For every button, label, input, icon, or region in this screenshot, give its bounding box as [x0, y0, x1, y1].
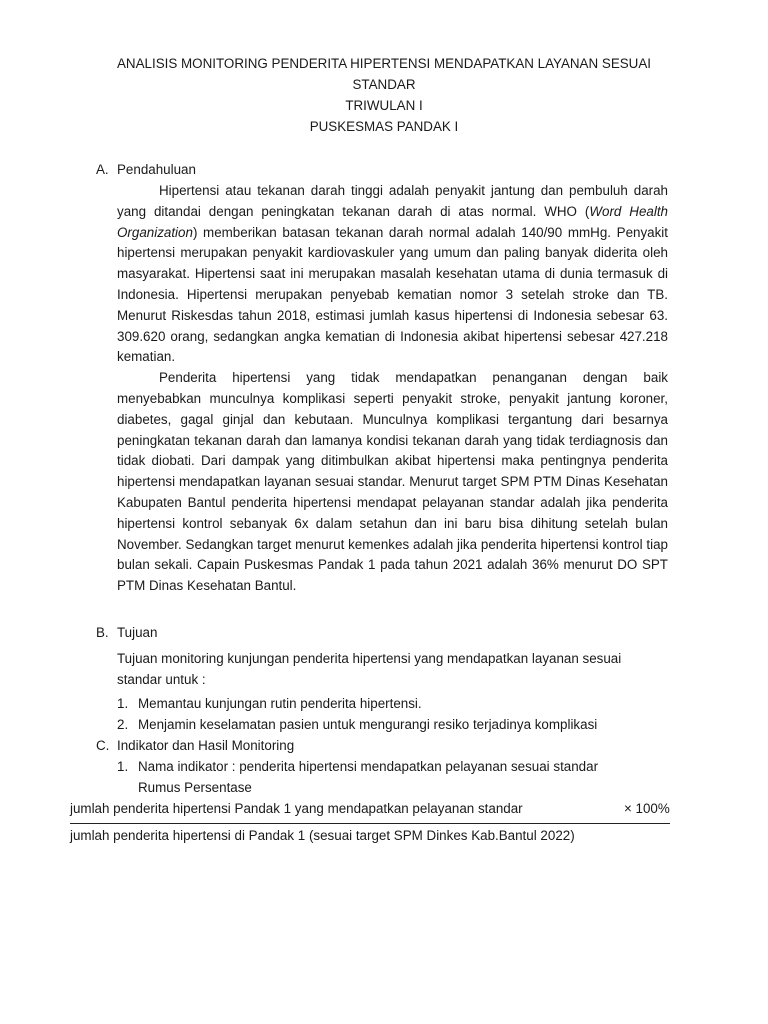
title-line-3: TRIWULAN I	[345, 98, 423, 113]
p1-text-end: ) memberikan batasan tekanan darah normal adalah 140/90 mmHg. Penyakit hipertensi merupakan penyakit kardiovaskuler yang umum dan paling banyak diderita oleh masyarakat. Hipertensi saat ini merupakan masalah kesehatan utama di dunia termasuk di Indonesia. Hipertensi merupakan penyebab kematian nomor 3 setelah stroke dan TB. Menurut Riskesdas tahun 2018, estimasi jumlah kasus hipertensi di Indonesia sebesar 63. 309.620 orang, sedangkan angka kematian di Indonesia akibat hipertensi sebesar 427.218 kematian.	[117, 224, 668, 365]
document-title	[60, 53, 708, 137]
formula-numerator: jumlah penderita hipertensi Pandak 1 yang mendapatkan pelayanan standar	[70, 801, 523, 816]
title-line-4: PUSKESMAS PANDAK I	[309, 119, 459, 134]
formula-label: Rumus Persentase	[138, 780, 252, 795]
list-item	[117, 715, 597, 735]
list-item-number: 2.	[117, 717, 129, 732]
section-b-heading	[96, 623, 157, 643]
formula-multiplier: × 100%	[624, 801, 670, 816]
section-c-title: Indikator dan Hasil Monitoring	[117, 738, 295, 753]
list-item-text: Memantau kunjungan rutin penderita hipertensi.	[138, 696, 422, 711]
section-b-label: B.	[96, 625, 109, 640]
list-item-text: Menjamin keselamatan pasien untuk mengurangi resiko terjadinya komplikasi	[138, 717, 598, 732]
section-a-label: A.	[96, 162, 109, 177]
list-item	[117, 757, 598, 777]
section-c-heading	[96, 736, 294, 756]
fraction-bar	[70, 823, 670, 824]
list-item-text: Nama indikator : penderita hipertensi mendapatkan pelayanan sesuai standar	[138, 759, 599, 774]
list-item-number: 1.	[117, 696, 129, 711]
intro-paragraph-2: Penderita hipertensi yang tidak mendapatkan penanganan dengan baik menyebabkan munculnya komplikasi seperti penyakit stroke, penyakit jantung koroner, diabetes, gagal ginjal dan kebutaan. Munculnya komplikasi tergantung dari besarnya peningkatan tekanan darah dan lamanya kondisi tekanan darah yang tidak terdiagnosis dan tidak diobati. Dari dampak yang ditimbulkan akibat hipertensi maka pentingnya penderita hipertensi mendapatkan layanan sesuai standar. Menurut target SPM PTM Dinas Kesehatan Kabupaten Bantul penderita hipertensi mendapat pelayanan standar adalah jika penderita hipertensi kontrol sebanyak 6x dalam setahun dan ini baru bisa dihitung setelah bulan November. Sedangkan target menurut kemenkes adalah jika penderita hipertensi kontrol tiap bulan sekali. Capain Puskesmas Pandak 1 pada tahun 2021 adalah 36% menurut DO SPT PTM Dinas Kesehatan Bantul.	[117, 370, 668, 594]
section-b-title: Tujuan	[117, 625, 158, 640]
section-c-label: C.	[96, 738, 110, 753]
title-line-1: ANALISIS MONITORING PENDERITA HIPERTENSI MENDAPATKAN LAYANAN SESUAI	[117, 56, 651, 71]
section-a-body	[117, 181, 668, 597]
title-line-2: STANDAR	[352, 77, 416, 92]
p1-italic-term: Word Health Organization	[117, 203, 668, 240]
list-item-number: 1.	[117, 759, 129, 774]
list-item	[117, 694, 422, 714]
section-a-title: Pendahuluan	[117, 162, 196, 177]
formula-denominator: jumlah penderita hipertensi di Pandak 1 (sesuai target SPM Dinkes Kab.Bantul 2022)	[70, 828, 575, 843]
p1-text-start: Hipertensi atau tekanan darah tinggi adalah penyakit jantung dan pembuluh darah yang ditandai dengan peningkatan tekanan darah di atas normal. WHO (	[117, 183, 668, 219]
section-b-intro: Tujuan monitoring kunjungan penderita hipertensi yang mendapatkan layanan sesuai standar untuk :	[117, 651, 622, 687]
intro-paragraph-1	[117, 181, 668, 368]
section-a-heading	[96, 160, 196, 180]
